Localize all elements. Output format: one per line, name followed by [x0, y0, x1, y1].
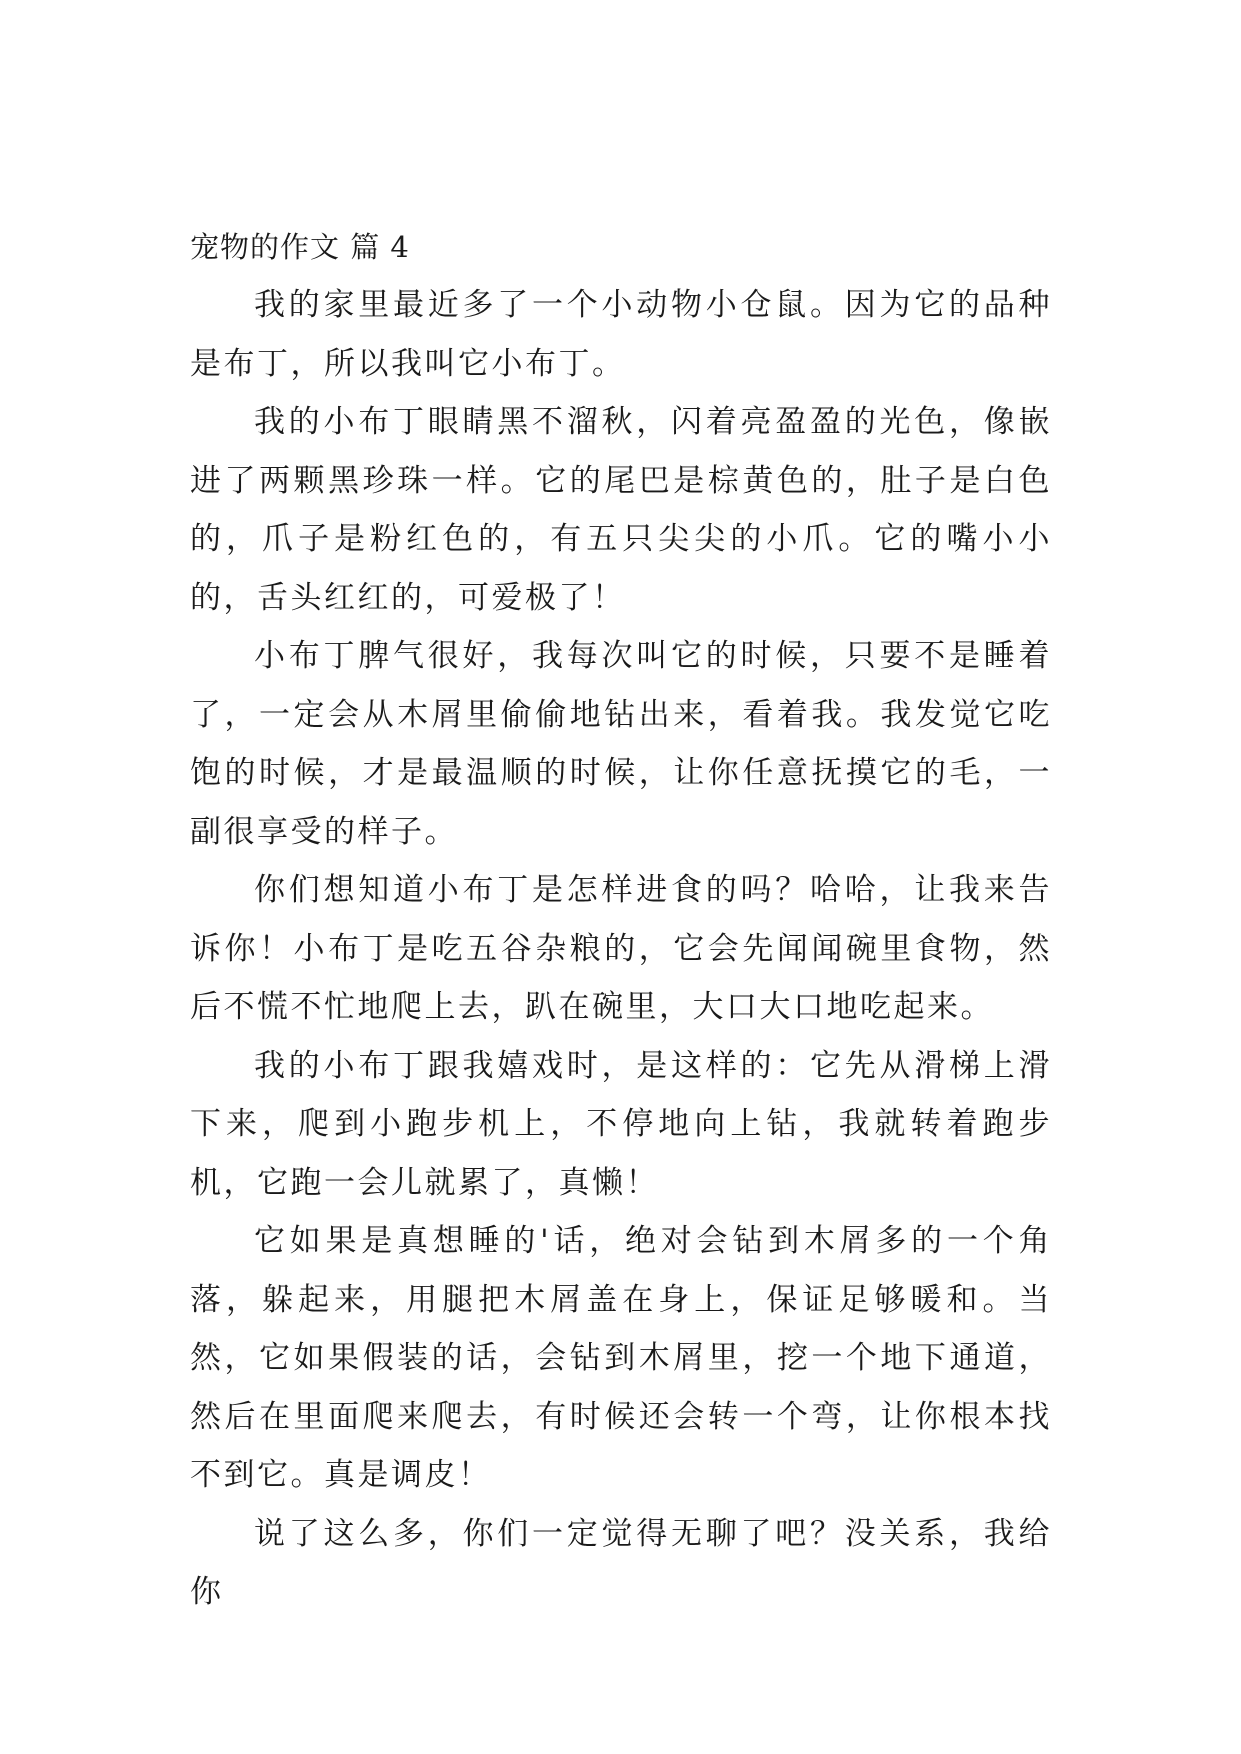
document-title: 宠物的作文 篇 4 [190, 230, 410, 264]
paragraph-2: 我的小布丁眼睛黑不溜秋，闪着亮盈盈的光色，像嵌进了两颗黑珍珠一样。它的尾巴是棕黄色的，肚子是白色的，爪子是粉红色的，有五只尖尖的小爪。它的嘴小小的，舌头红红的，可爱极了！ [190, 404, 1052, 616]
paragraph-5: 我的小布丁跟我嬉戏时，是这样的：它先从滑梯上滑下来，爬到小跑步机上，不停地向上钻，我就转着跑步机，它跑一会儿就累了，真懒！ [190, 1047, 1052, 1201]
document-page [190, 218, 1052, 1622]
paragraph-4: 你们想知道小布丁是怎样进食的吗？哈哈，让我来告诉你！小布丁是吃五谷杂粮的，它会先闻闻碗里食物，然后不慌不忙地爬上去，趴在碗里，大口大口地吃起来。 [190, 872, 1052, 1025]
paragraph-3: 小布丁脾气很好，我每次叫它的时候，只要不是睡着了，一定会从木屑里偷偷地钻出来，看着我。我发觉它吃饱的时候，才是最温顺的时候，让你任意抚摸它的毛，一副很享受的样子。 [190, 638, 1052, 850]
paragraph-1: 我的家里最近多了一个小动物小仓鼠。因为它的品种是布丁，所以我叫它小布丁。 [190, 287, 1052, 382]
paragraph-7: 说了这么多，你们一定觉得无聊了吧？没关系，我给你 [190, 1515, 1052, 1610]
paragraph-6: 它如果是真想睡的'话，绝对会钻到木屑多的一个角落，躲起来，用腿把木屑盖在身上，保证足够暖和。当然，它如果假装的话，会钻到木屑里，挖一个地下通道，然后在里面爬来爬去，有时候还会转一个弯，让你根本找不到它。真是调皮！ [190, 1223, 1052, 1493]
